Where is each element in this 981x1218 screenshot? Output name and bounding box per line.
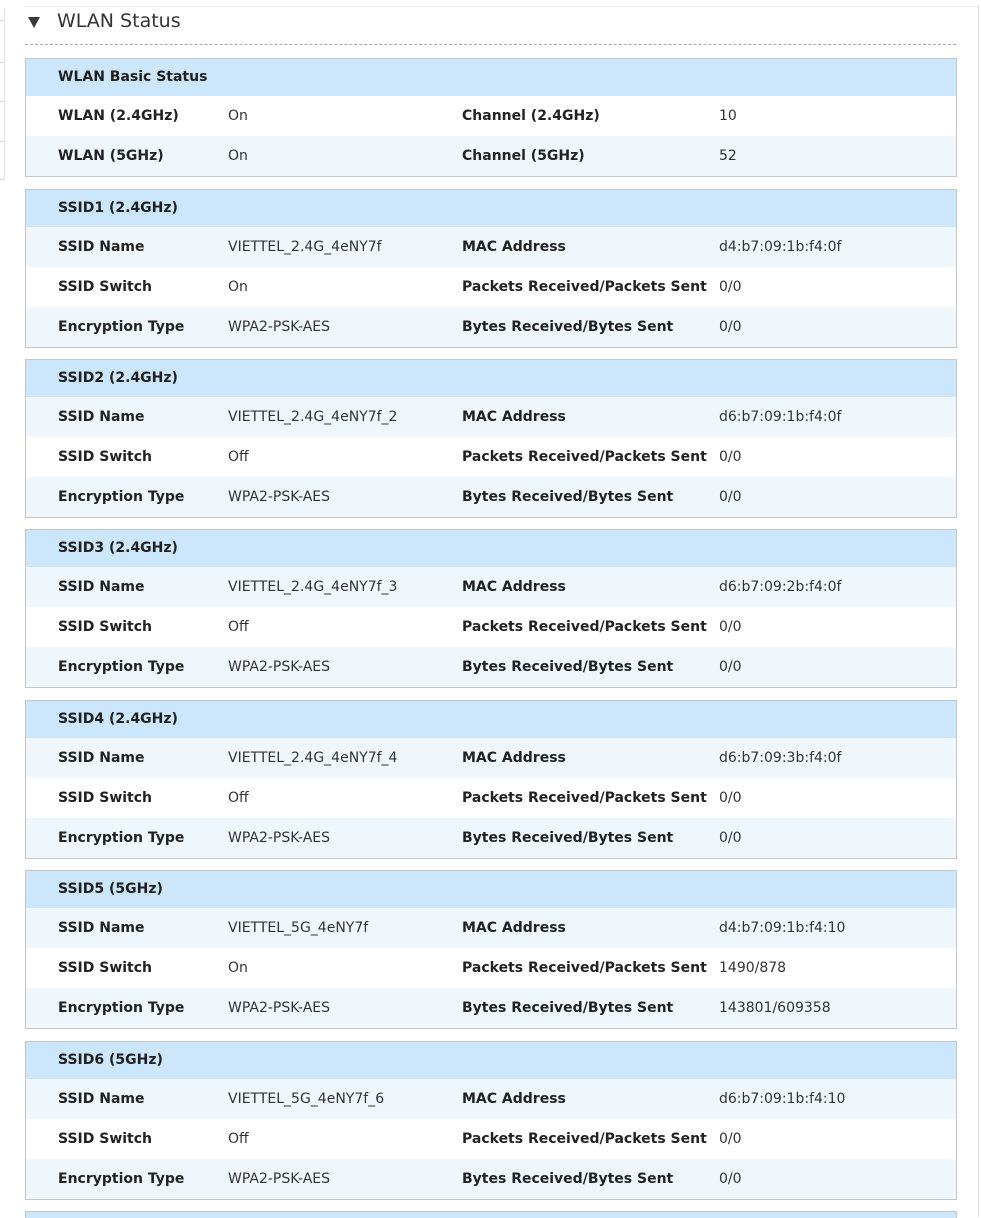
ssid5-panel xyxy=(25,870,957,1029)
status-row xyxy=(26,227,956,267)
field-label: SSID Switch xyxy=(58,790,153,806)
field-value: VIETTEL_2.4G_4eNY7f xyxy=(228,239,382,255)
field-value: d6:b7:09:1b:f4:10 xyxy=(719,1091,846,1107)
field-label: WLAN (2.4GHz) xyxy=(58,108,179,124)
field-value: WPA2-PSK-AES xyxy=(228,319,331,335)
status-row xyxy=(26,1079,956,1119)
field-label: Encryption Type xyxy=(58,319,185,335)
field-value: Off xyxy=(228,619,249,635)
ssid4-panel xyxy=(25,700,957,859)
status-row xyxy=(26,307,956,347)
field-label: Packets Received/Packets Sent xyxy=(462,790,707,806)
field-value: VIETTEL_2.4G_4eNY7f_4 xyxy=(228,750,398,766)
field-label: Encryption Type xyxy=(58,489,185,505)
field-value: WPA2-PSK-AES xyxy=(228,659,331,675)
field-label: Encryption Type xyxy=(58,659,185,675)
status-row xyxy=(26,948,956,988)
ssid1-panel xyxy=(25,189,957,348)
field-label: SSID Name xyxy=(58,579,145,595)
field-label: WLAN (5GHz) xyxy=(58,148,164,164)
status-row xyxy=(26,607,956,647)
left-rail xyxy=(0,0,6,1217)
status-row xyxy=(26,1159,956,1199)
status-row xyxy=(26,477,956,517)
ssid2-panel xyxy=(25,359,957,518)
field-value: 52 xyxy=(719,148,737,164)
field-value: 0/0 xyxy=(719,790,742,806)
field-value: d6:b7:09:2b:f4:0f xyxy=(719,579,842,595)
field-label: Channel (2.4GHz) xyxy=(462,108,600,124)
field-label: SSID Switch xyxy=(58,1131,153,1147)
field-label: Packets Received/Packets Sent xyxy=(462,619,707,635)
field-label: SSID Switch xyxy=(58,449,153,465)
field-label: Encryption Type xyxy=(58,1000,185,1016)
field-value: d4:b7:09:1b:f4:10 xyxy=(719,920,846,936)
field-value: VIETTEL_2.4G_4eNY7f_2 xyxy=(228,409,398,425)
field-label: Packets Received/Packets Sent xyxy=(462,449,707,465)
field-value: 0/0 xyxy=(719,279,742,295)
triangle-down-icon[interactable] xyxy=(28,17,40,28)
field-value: 0/0 xyxy=(719,1131,742,1147)
field-label: Bytes Received/Bytes Sent xyxy=(462,1000,674,1016)
field-label: SSID Name xyxy=(58,1091,145,1107)
field-label: Packets Received/Packets Sent xyxy=(462,1131,707,1147)
status-row xyxy=(26,136,956,176)
field-value: WPA2-PSK-AES xyxy=(228,1000,331,1016)
field-label: Channel (5GHz) xyxy=(462,148,585,164)
field-value: 0/0 xyxy=(719,449,742,465)
field-value: On xyxy=(228,148,248,164)
field-value: 0/0 xyxy=(719,489,742,505)
field-value: VIETTEL_5G_4eNY7f xyxy=(228,920,369,936)
panel-heading: SSID3 (2.4GHz) xyxy=(26,530,956,567)
field-label: Bytes Received/Bytes Sent xyxy=(462,489,674,505)
field-value: WPA2-PSK-AES xyxy=(228,830,331,846)
status-row xyxy=(26,1119,956,1159)
ssid3-panel xyxy=(25,529,957,688)
field-value: 10 xyxy=(719,108,737,124)
panel-heading: SSID4 (2.4GHz) xyxy=(26,701,956,738)
field-value: VIETTEL_2.4G_4eNY7f_3 xyxy=(228,579,398,595)
wlan-basic-status-panel xyxy=(25,58,957,177)
panel-heading: SSID6 (5GHz) xyxy=(26,1042,956,1079)
rail-line xyxy=(4,8,5,180)
field-value: 143801/609358 xyxy=(719,1000,831,1016)
field-value: 0/0 xyxy=(719,830,742,846)
status-row xyxy=(26,647,956,687)
field-label: MAC Address xyxy=(462,920,566,936)
field-label: Encryption Type xyxy=(58,1171,185,1187)
field-value: On xyxy=(228,960,248,976)
field-value: d4:b7:09:1b:f4:0f xyxy=(719,239,842,255)
field-label: MAC Address xyxy=(462,1091,566,1107)
status-row xyxy=(26,818,956,858)
field-label: Packets Received/Packets Sent xyxy=(462,279,707,295)
field-value: Off xyxy=(228,449,249,465)
field-value: WPA2-PSK-AES xyxy=(228,1171,331,1187)
field-label: Bytes Received/Bytes Sent xyxy=(462,319,674,335)
field-value: d6:b7:09:3b:f4:0f xyxy=(719,750,842,766)
field-value: Off xyxy=(228,1131,249,1147)
panel-heading: SSID2 (2.4GHz) xyxy=(26,360,956,397)
field-value: On xyxy=(228,108,248,124)
status-row xyxy=(26,397,956,437)
content-frame-right xyxy=(978,6,979,1217)
field-label: SSID Name xyxy=(58,920,145,936)
field-label: SSID Switch xyxy=(58,619,153,635)
field-value: WPA2-PSK-AES xyxy=(228,489,331,505)
status-row xyxy=(26,738,956,778)
field-label: MAC Address xyxy=(462,579,566,595)
panel-heading: WLAN Basic Status xyxy=(26,59,956,96)
field-label: Encryption Type xyxy=(58,830,185,846)
field-value: 0/0 xyxy=(719,659,742,675)
field-value: 0/0 xyxy=(719,1171,742,1187)
field-label: MAC Address xyxy=(462,409,566,425)
field-label: MAC Address xyxy=(462,239,566,255)
field-label: Bytes Received/Bytes Sent xyxy=(462,659,674,675)
field-label: Bytes Received/Bytes Sent xyxy=(462,830,674,846)
status-row xyxy=(26,437,956,477)
status-row xyxy=(26,778,956,818)
panel-heading: SSID5 (5GHz) xyxy=(26,871,956,908)
field-label: SSID Switch xyxy=(58,279,153,295)
field-label: SSID Name xyxy=(58,239,145,255)
status-row xyxy=(26,988,956,1028)
status-row xyxy=(26,96,956,136)
field-label: SSID Switch xyxy=(58,960,153,976)
ssid6-panel xyxy=(25,1041,957,1200)
field-label: MAC Address xyxy=(462,750,566,766)
panel-heading: SSID1 (2.4GHz) xyxy=(26,190,956,227)
field-label: Bytes Received/Bytes Sent xyxy=(462,1171,674,1187)
field-label: SSID Name xyxy=(58,750,145,766)
field-value: 0/0 xyxy=(719,319,742,335)
status-row xyxy=(26,908,956,948)
field-value: Off xyxy=(228,790,249,806)
field-label: SSID Name xyxy=(58,409,145,425)
section-title: WLAN Status xyxy=(57,10,181,32)
field-value: 0/0 xyxy=(719,619,742,635)
field-value: VIETTEL_5G_4eNY7f_6 xyxy=(228,1091,385,1107)
field-value: 1490/878 xyxy=(719,960,787,976)
field-label: Packets Received/Packets Sent xyxy=(462,960,707,976)
status-row xyxy=(26,567,956,607)
field-value: On xyxy=(228,279,248,295)
status-row xyxy=(26,267,956,307)
field-value: d6:b7:09:1b:f4:0f xyxy=(719,409,842,425)
section-header[interactable] xyxy=(25,7,956,45)
